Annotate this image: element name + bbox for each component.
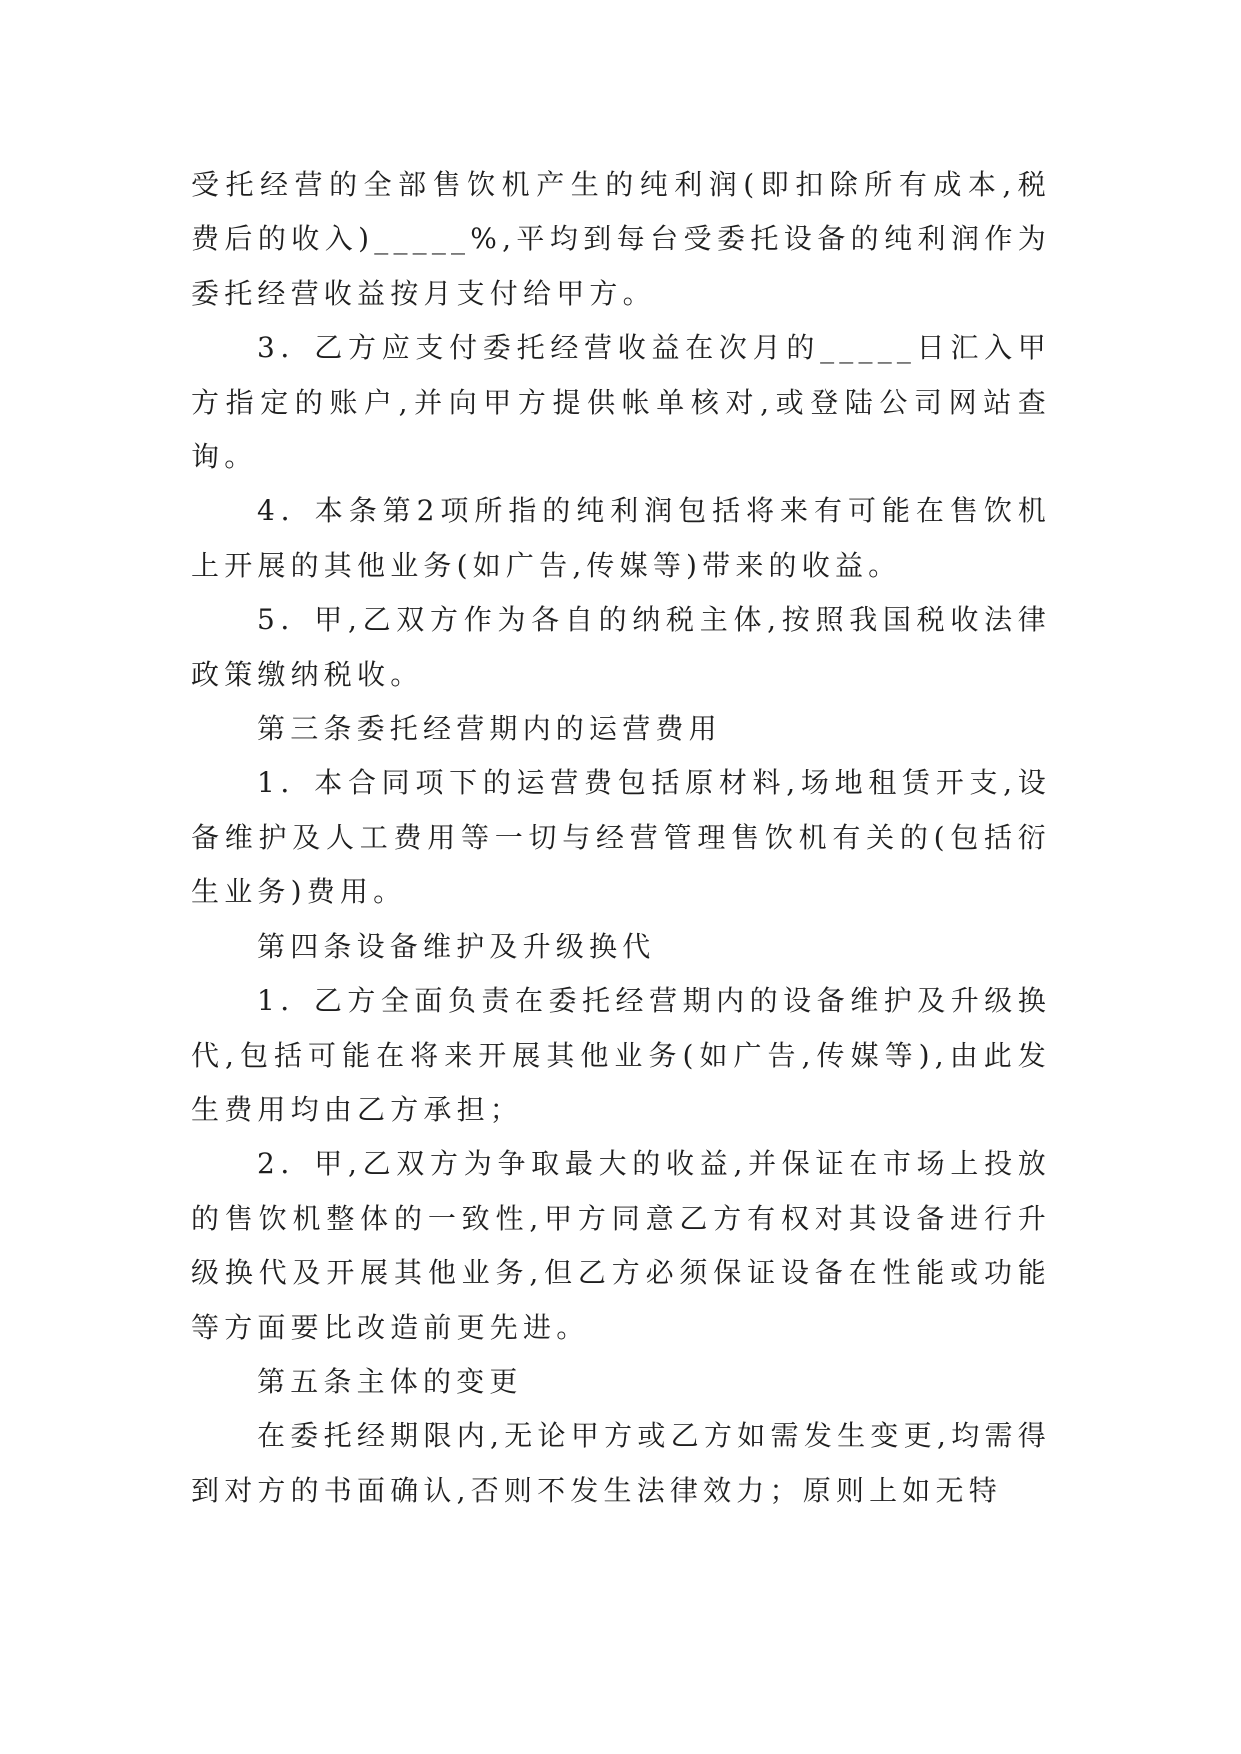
paragraph-net-profit-scope: 4．本条第2项所指的纯利润包括将来有可能在售饮机上开展的其他业务(如广告,传媒等)带来的收益。 xyxy=(191,494,1051,582)
document-body xyxy=(191,158,1051,1518)
paragraph-profit-share: 受托经营的全部售饮机产生的纯利润(即扣除所有成本,税费后的收入)_____%,平均到每台受委托设备的纯利润作为委托经营收益按月支付给甲方。 xyxy=(191,168,1051,310)
paragraph-upgrade-rights: 2．甲,乙双方为争取最大的收益,并保证在市场上投放的售饮机整体的一致性,甲方同意乙方有权对其设备进行升级换代及开展其他业务,但乙方必须保证设备在性能或功能等方面要比改造前更先进。 xyxy=(191,1147,1051,1344)
section-heading-party-change: 第五条主体的变更 xyxy=(257,1364,523,1398)
section-heading-operating-costs: 第三条委托经营期内的运营费用 xyxy=(257,712,722,746)
paragraph-maintenance-responsibility: 1．乙方全面负责在委托经营期内的设备维护及升级换代,包括可能在将来开展其他业务(如广告,传媒等),由此发生费用均由乙方承担； xyxy=(191,984,1051,1126)
paragraph-tax: 5．甲,乙双方作为各自的纳税主体,按照我国税收法律政策缴纳税收。 xyxy=(191,603,1051,691)
paragraph-party-change: 在委托经期限内,无论甲方或乙方如需发生变更,均需得到对方的书面确认,否则不发生法律效力；原则上如无特 xyxy=(191,1419,1051,1507)
section-heading-maintenance: 第四条设备维护及升级换代 xyxy=(257,929,656,963)
paragraph-operating-costs: 1．本合同项下的运营费包括原材料,场地租赁开支,设备维护及人工费用等一切与经营管理售饮机有关的(包括衍生业务)费用。 xyxy=(191,766,1051,909)
paragraph-payment-date: 3．乙方应支付委托经营收益在次月的_____日汇入甲方指定的账户,并向甲方提供帐单核对,或登陆公司网站查询。 xyxy=(191,331,1051,474)
